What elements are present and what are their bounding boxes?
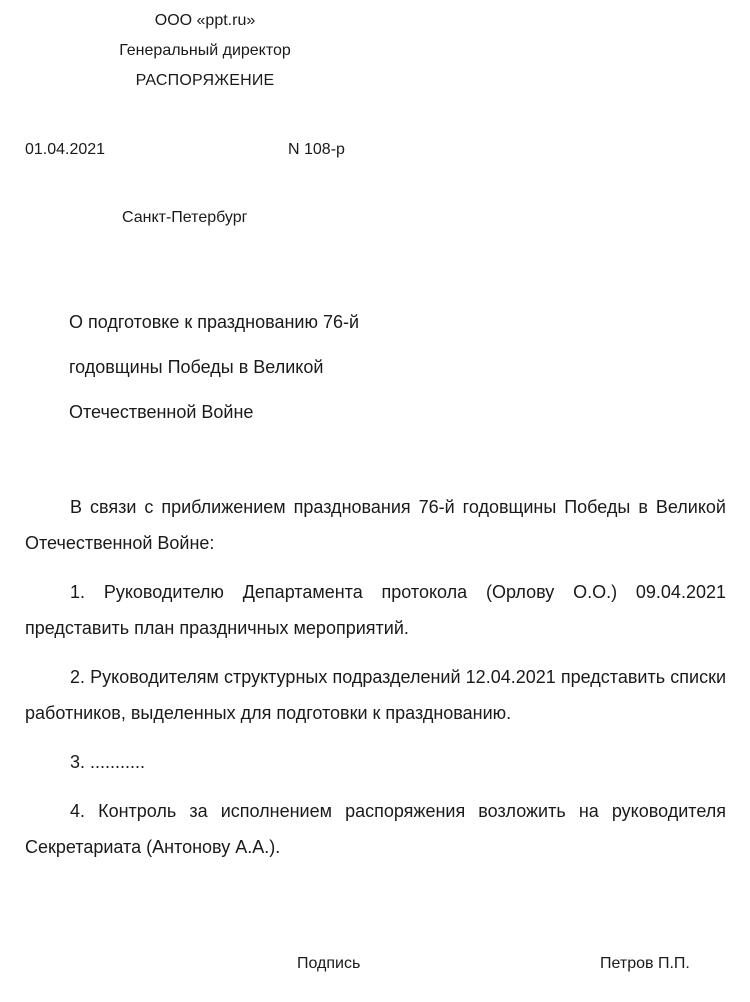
document-meta-row — [25, 141, 725, 165]
document-date: 01.04.2021 — [25, 141, 106, 158]
document-kind-title: РАСПОРЯЖЕНИЕ — [135, 72, 275, 89]
body-item-2: 2. Руководителям структурных подразделений 12.04.2021 представить списки работников, выделенных для подготовки к празднованию. — [25, 667, 726, 723]
signature-row — [25, 955, 726, 981]
body-item-3: 3. ........... — [70, 752, 146, 772]
document-number: N 108-р — [288, 141, 345, 158]
organization-name: ООО «ppt.ru» — [154, 12, 256, 29]
subject-line-2: годовщины Победы в Великой — [69, 357, 324, 377]
body-preamble: В связи с приближением празднования 76-й годовщины Победы в Великой Отечественной Войне: — [25, 497, 726, 553]
document-city: Санкт-Петербург — [122, 209, 248, 226]
signature-label: Подпись — [297, 955, 361, 972]
body-item-4: 4. Контроль за исполнением распоряжения возложить на руководителя Секретариата (Антонову А.А.). — [25, 801, 726, 857]
signer-name: Петров П.П. — [600, 955, 690, 972]
letterhead-block — [0, 6, 410, 96]
body-item-1: 1. Руководителю Департамента протокола (Орлову О.О.) 09.04.2021 представить план праздничных мероприятий. — [25, 582, 726, 638]
signer-role: Генеральный директор — [119, 42, 291, 59]
document-body — [25, 489, 726, 878]
subject-line-1: О подготовке к празднованию 76-й — [69, 312, 360, 332]
subject-line-3: Отечественной Войне — [69, 402, 254, 422]
document-subject-block — [69, 300, 529, 435]
